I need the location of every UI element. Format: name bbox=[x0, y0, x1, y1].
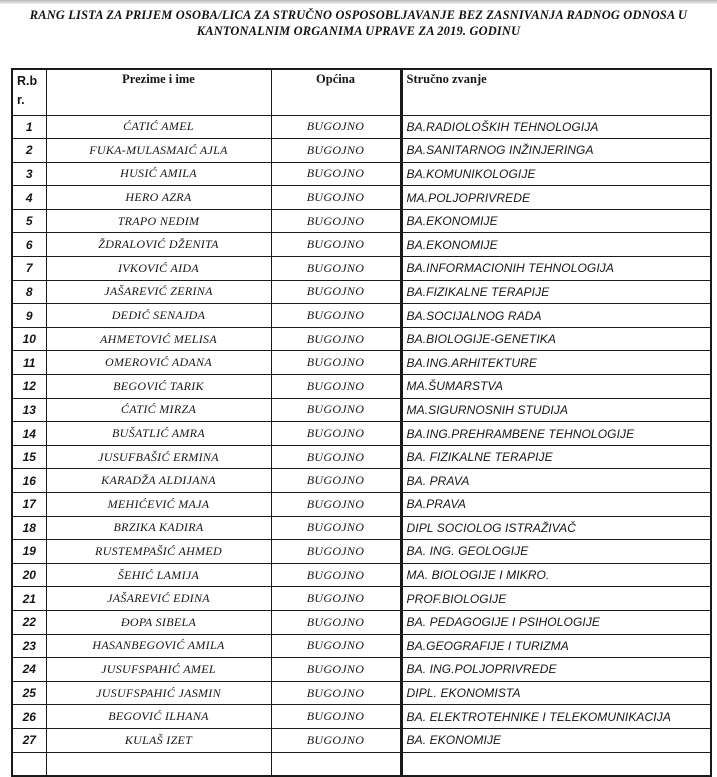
cell-municipality: BUGOJNO bbox=[271, 351, 401, 375]
cell-name: IVKOVIĆ AIDA bbox=[46, 257, 271, 281]
header-rbr: R.br. bbox=[12, 69, 46, 115]
document-title-line-2: KANTONALNIM ORGANIMA UPRAVE ZA 2019. GODINU bbox=[196, 24, 521, 38]
cell-municipality: BUGOJNO bbox=[271, 422, 401, 446]
cell-num: 11 bbox=[12, 351, 46, 375]
cell-num: 6 bbox=[12, 233, 46, 257]
cell-municipality: BUGOJNO bbox=[271, 634, 401, 658]
cell-num: 17 bbox=[12, 493, 46, 517]
table-row bbox=[12, 233, 711, 257]
cell-num: 12 bbox=[12, 375, 46, 399]
cell-name: JUSUFBAŠIĆ ERMINA bbox=[46, 445, 271, 469]
cell-municipality: BUGOJNO bbox=[271, 257, 401, 281]
scan-artifact-top-edge bbox=[0, 0, 717, 4]
cell-name: FUKA-MULASMAIĆ AJLA bbox=[46, 139, 271, 163]
cell-name: TRAPO NEDIM bbox=[46, 209, 271, 233]
table-row bbox=[12, 563, 711, 587]
table-row bbox=[12, 115, 711, 139]
cell-title: BA.PRAVA bbox=[401, 493, 711, 517]
cell-name: BEGOVIĆ ILHANA bbox=[46, 705, 271, 729]
table-row bbox=[12, 610, 711, 634]
cell-num: 9 bbox=[12, 304, 46, 328]
cell-title: BA. EKONOMIJE bbox=[401, 728, 711, 752]
cell-title: BA.FIZIKALNE TERAPIJE bbox=[401, 280, 711, 304]
cell-title: BA.ING.ARHITEKTURE bbox=[401, 351, 711, 375]
cell-title: BA. ING.POLJOPRIVREDE bbox=[401, 658, 711, 682]
table-row bbox=[12, 304, 711, 328]
table-row bbox=[12, 493, 711, 517]
cell-num: 18 bbox=[12, 516, 46, 540]
cell-name: HASANBEGOVIĆ AMILA bbox=[46, 634, 271, 658]
table-row bbox=[12, 280, 711, 304]
cell-name: MEHIĆEVIĆ MAJA bbox=[46, 493, 271, 517]
document-title bbox=[0, 7, 717, 39]
cell-num: 22 bbox=[12, 610, 46, 634]
cell-name: ĆATIĆ AMEL bbox=[46, 115, 271, 139]
cell-municipality: BUGOJNO bbox=[271, 563, 401, 587]
cell-municipality: BUGOJNO bbox=[271, 540, 401, 564]
cell-title: BA.INFORMACIONIH TEHNOLOGIJA bbox=[401, 257, 711, 281]
table-row bbox=[12, 540, 711, 564]
cell-title: BA.RADIOLOŠKIH TEHNOLOGIJA bbox=[401, 115, 711, 139]
cell-num: 10 bbox=[12, 327, 46, 351]
cell-name: AHMETOVIĆ MELISA bbox=[46, 327, 271, 351]
cell-num: 19 bbox=[12, 540, 46, 564]
cell-num: 7 bbox=[12, 257, 46, 281]
table-row bbox=[12, 186, 711, 210]
cell-municipality: BUGOJNO bbox=[271, 304, 401, 328]
cell-name: ŠEHIĆ LAMIJA bbox=[46, 563, 271, 587]
cell-name: KARADŽA ALDIJANA bbox=[46, 469, 271, 493]
table-row bbox=[12, 351, 711, 375]
cell-municipality: BUGOJNO bbox=[271, 398, 401, 422]
cell-title: BA.ING.PREHRAMBENE TEHNOLOGIJE bbox=[401, 422, 711, 446]
cell-num: 23 bbox=[12, 634, 46, 658]
cell-title: BA.SANITARNOG INŽINJERINGA bbox=[401, 139, 711, 163]
cell-municipality: BUGOJNO bbox=[271, 610, 401, 634]
table-row bbox=[12, 162, 711, 186]
header-prezime-i-ime: Prezime i ime bbox=[46, 69, 271, 115]
table-row bbox=[12, 681, 711, 705]
cell-num: 5 bbox=[12, 209, 46, 233]
table-row bbox=[12, 469, 711, 493]
table-body bbox=[12, 115, 711, 776]
cell-num: 3 bbox=[12, 162, 46, 186]
cell-num: 26 bbox=[12, 705, 46, 729]
cell-title: BA. PEDAGOGIJE I PSIHOLOGIJE bbox=[401, 610, 711, 634]
cell-municipality: BUGOJNO bbox=[271, 375, 401, 399]
cell-num: 2 bbox=[12, 139, 46, 163]
cell-title: BA. ING. GEOLOGIJE bbox=[401, 540, 711, 564]
cell-municipality: BUGOJNO bbox=[271, 658, 401, 682]
table-row bbox=[12, 139, 711, 163]
cell-title: BA.KOMUNIKOLOGIJE bbox=[401, 162, 711, 186]
cell-title: PROF.BIOLOGIJE bbox=[401, 587, 711, 611]
cell-title: MA. BIOLOGIJE I MIKRO. bbox=[401, 563, 711, 587]
cell-municipality: BUGOJNO bbox=[271, 469, 401, 493]
cell-municipality: BUGOJNO bbox=[271, 493, 401, 517]
cell-municipality: BUGOJNO bbox=[271, 705, 401, 729]
cell-name: KULAŠ IZET bbox=[46, 728, 271, 752]
table-row bbox=[12, 445, 711, 469]
cell-municipality: BUGOJNO bbox=[271, 115, 401, 139]
cell-title: MA.POLJOPRIVREDE bbox=[401, 186, 711, 210]
table-row bbox=[12, 705, 711, 729]
table-row bbox=[12, 634, 711, 658]
cell-num: 24 bbox=[12, 658, 46, 682]
cell-name: JUSUFSPAHIĆ AMEL bbox=[46, 658, 271, 682]
cell-num: 15 bbox=[12, 445, 46, 469]
header-strucno-zvanje: Stručno zvanje bbox=[401, 69, 711, 115]
cell-num: 20 bbox=[12, 563, 46, 587]
cell-municipality: BUGOJNO bbox=[271, 280, 401, 304]
cell-name: BUŠATLIĆ AMRA bbox=[46, 422, 271, 446]
cell-title: MA.ŠUMARSTVA bbox=[401, 375, 711, 399]
cell-num: 4 bbox=[12, 186, 46, 210]
cell-num: 8 bbox=[12, 280, 46, 304]
cell-title: BA.SOCIJALNOG RADA bbox=[401, 304, 711, 328]
cell-name: DEDIĆ SENAJDA bbox=[46, 304, 271, 328]
cell-num: 25 bbox=[12, 681, 46, 705]
table-row bbox=[12, 658, 711, 682]
table-row bbox=[12, 728, 711, 752]
cell-municipality: BUGOJNO bbox=[271, 209, 401, 233]
table-row bbox=[12, 422, 711, 446]
cell-name: HERO AZRA bbox=[46, 186, 271, 210]
cell-municipality bbox=[271, 752, 401, 776]
document-title-line-1: RANG LISTA ZA PRIJEM OSOBA/LICA ZA STRUČNO OSPOSOBLJAVANJE BEZ ZASNIVANJA RADNOG ODNOSA U bbox=[29, 8, 688, 22]
cell-municipality: BUGOJNO bbox=[271, 445, 401, 469]
cell-num: 14 bbox=[12, 422, 46, 446]
table-row bbox=[12, 587, 711, 611]
cell-name: JAŠAREVIĆ ZERINA bbox=[46, 280, 271, 304]
cell-title: BA.GEOGRAFIJE I TURIZMA bbox=[401, 634, 711, 658]
cell-name: ŽDRALOVIĆ DŽENITA bbox=[46, 233, 271, 257]
table-row bbox=[12, 257, 711, 281]
cell-name: JAŠAREVIĆ EDINA bbox=[46, 587, 271, 611]
cell-title: MA.SIGURNOSNIH STUDIJA bbox=[401, 398, 711, 422]
cell-num: 13 bbox=[12, 398, 46, 422]
table-row bbox=[12, 209, 711, 233]
cell-name: RUSTEMPAŠIĆ AHMED bbox=[46, 540, 271, 564]
cell-num: 21 bbox=[12, 587, 46, 611]
cell-title: BA.EKONOMIJE bbox=[401, 233, 711, 257]
cell-municipality: BUGOJNO bbox=[271, 516, 401, 540]
cell-municipality: BUGOJNO bbox=[271, 139, 401, 163]
cell-title: DIPL SOCIOLOG ISTRAŽIVAČ bbox=[401, 516, 711, 540]
cell-name: ĐOPA SIBELA bbox=[46, 610, 271, 634]
cell-name: BEGOVIĆ TARIK bbox=[46, 375, 271, 399]
cell-num: 16 bbox=[12, 469, 46, 493]
cell-name: ĆATIĆ MIRZA bbox=[46, 398, 271, 422]
cell-title: BA. FIZIKALNE TERAPIJE bbox=[401, 445, 711, 469]
cell-municipality: BUGOJNO bbox=[271, 587, 401, 611]
cell-name: HUSIĆ AMILA bbox=[46, 162, 271, 186]
cell-title: BA. PRAVA bbox=[401, 469, 711, 493]
table-row bbox=[12, 516, 711, 540]
table-row bbox=[12, 398, 711, 422]
cell-num bbox=[12, 752, 46, 776]
cell-num: 27 bbox=[12, 728, 46, 752]
cell-municipality: BUGOJNO bbox=[271, 233, 401, 257]
cell-name bbox=[46, 752, 271, 776]
table-row-partial bbox=[12, 752, 711, 776]
cell-title bbox=[401, 752, 711, 776]
table-row bbox=[12, 375, 711, 399]
cell-title: BA.BIOLOGIJE-GENETIKA bbox=[401, 327, 711, 351]
cell-num: 1 bbox=[12, 115, 46, 139]
cell-title: BA.EKONOMIJE bbox=[401, 209, 711, 233]
header-opcina: Općina bbox=[271, 69, 401, 115]
cell-name: JUSUFSPAHIĆ JASMIN bbox=[46, 681, 271, 705]
cell-municipality: BUGOJNO bbox=[271, 681, 401, 705]
cell-municipality: BUGOJNO bbox=[271, 327, 401, 351]
cell-municipality: BUGOJNO bbox=[271, 162, 401, 186]
cell-municipality: BUGOJNO bbox=[271, 186, 401, 210]
cell-title: BA. ELEKTROTEHNIKE I TELEKOMUNIKACIJA bbox=[401, 705, 711, 729]
cell-name: BRZIKA KADIRA bbox=[46, 516, 271, 540]
cell-name: OMEROVIĆ ADANA bbox=[46, 351, 271, 375]
cell-title: DIPL. EKONOMISTA bbox=[401, 681, 711, 705]
table-header-row bbox=[12, 69, 711, 115]
cell-municipality: BUGOJNO bbox=[271, 728, 401, 752]
rang-lista-table bbox=[11, 68, 712, 777]
table-row bbox=[12, 327, 711, 351]
